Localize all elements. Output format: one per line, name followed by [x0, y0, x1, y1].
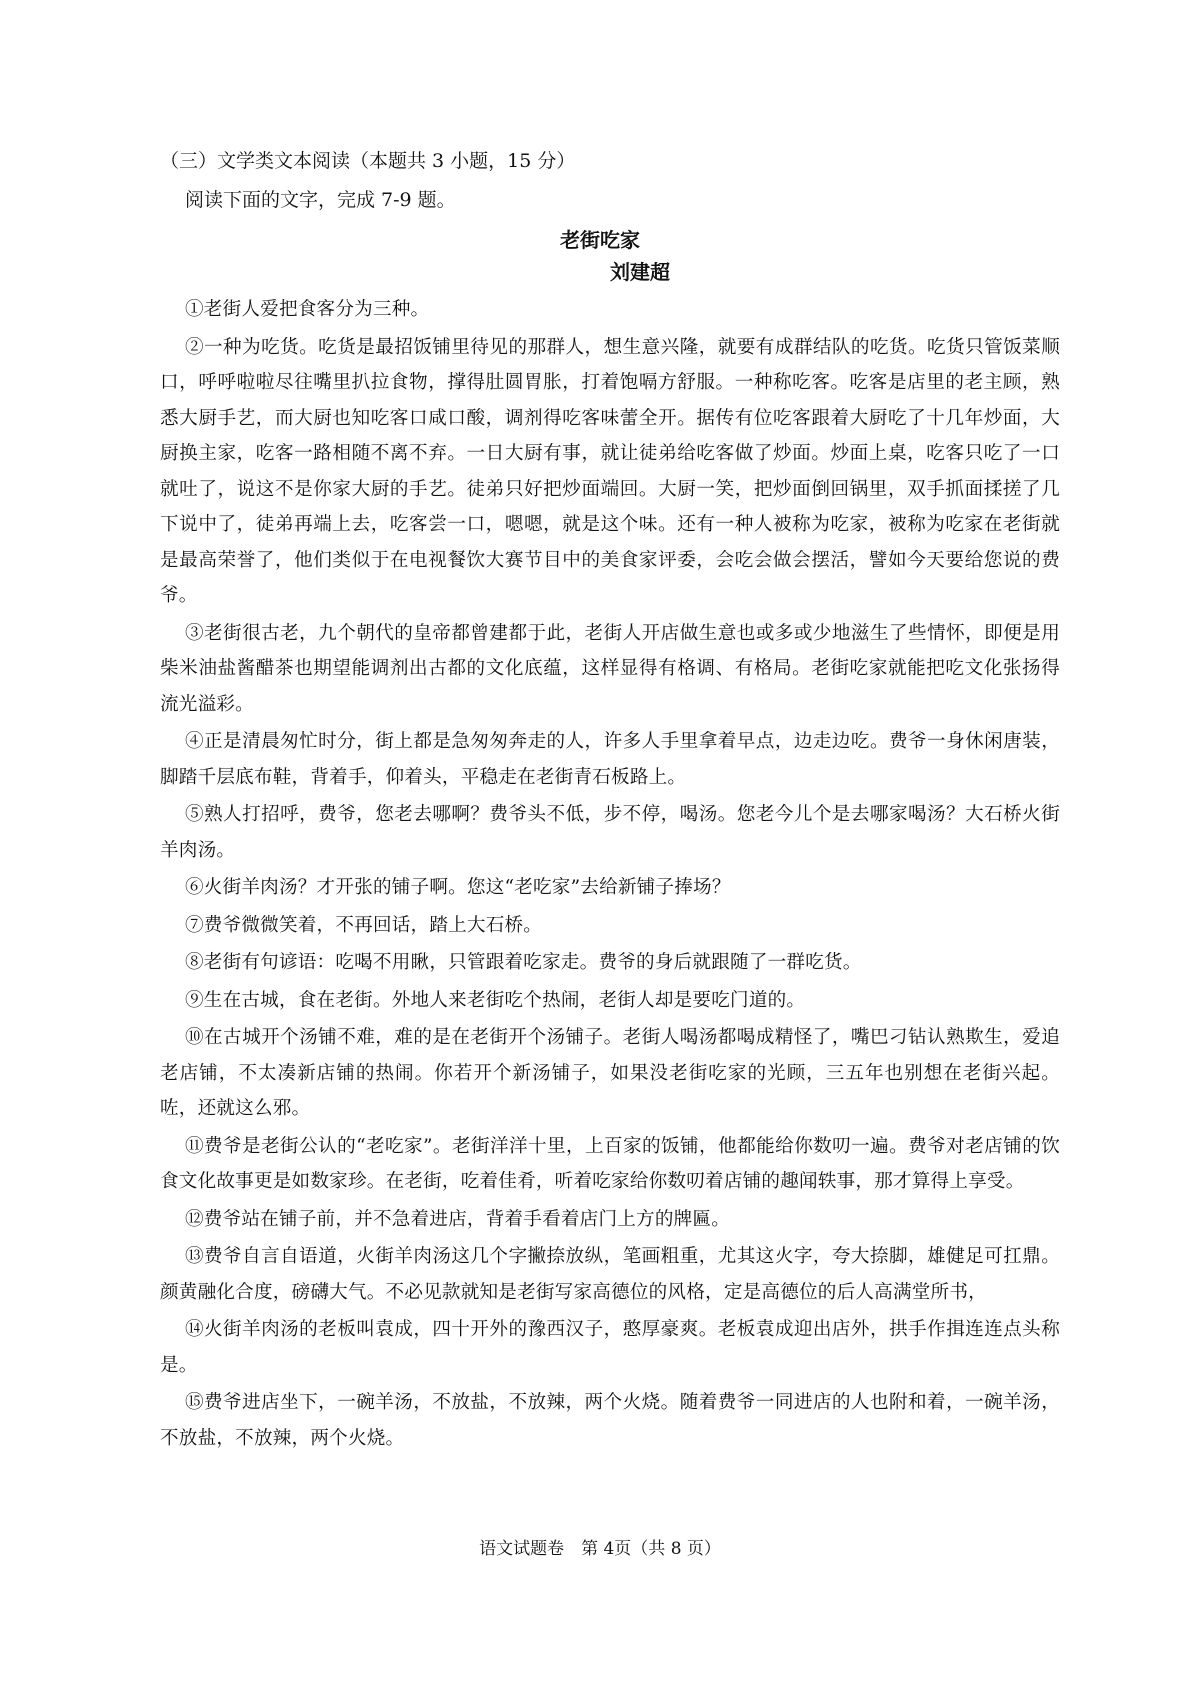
- paragraph: ⑦费爷微微笑着，不再回话，踏上大石桥。: [185, 914, 543, 936]
- paragraph: ⑤熟人打招呼，费爷，您老去哪啊？费爷头不低，步不停，喝汤。您老今儿个是去哪家喝汤？大石桥火街羊肉汤。: [160, 804, 1060, 861]
- paragraph: ④正是清晨匆忙时分，街上都是急匆匆奔走的人，许多人手里拿着早点，边走边吃。费爷一身休闲唐装，脚踏千层底布鞋，背着手，仰着头，平稳走在老街青石板路上。: [160, 731, 1060, 788]
- paragraph: ⑭火街羊肉汤的老板叫袁成，四十开外的豫西汉子，憨厚豪爽。老板袁成迎出店外，拱手作揖连连点头称是。: [160, 1319, 1060, 1376]
- paragraph: ⑬费爷自言自语道，火街羊肉汤这几个字撇捺放纵，笔画粗重，尤其这火字，夸大捺脚，雄健足可扛鼎。颜黄融化合度，磅礴大气。不必见款就知是老街写家高德位的风格，定是高德位的后人高满堂所书，: [160, 1246, 1060, 1303]
- paragraph: ⑧老街有句谚语：吃喝不用瞅，只管跟着吃家走。费爷的身后就跟随了一群吃货。: [185, 952, 862, 973]
- paragraph: ②一种为吃货。吃货是最招饭铺里待见的那群人，想生意兴隆，就要有成群结队的吃货。吃货只管饭菜顺口，呼呼啦啦尽往嘴里扒拉食物，撑得肚圆胃胀，打着饱嗝方舒服。一种称吃客。吃客是店里的老主顾，熟悉大厨手艺，而大厨也知吃客口咸口酸，调剂得吃客味蕾全开。据传有位吃客跟着大厨吃了十几年炒面，大厨换主家，吃客一路相随不离不弃。一日大厨有事，就让徒弟给吃客做了炒面。炒面上桌，吃客只吃了一口就吐了，说这不是你家大厨的手艺。徒弟只好把炒面端回。大厨一笑，把炒面倒回锅里，双手抓面揉搓了几下说中了，徒弟再端上去，吃客尝一口，嗯嗯，就是这个味。还有一种人被称为吃家，被称为吃家在老街就是最高荣誉了，他们类似于在电视餐饮大赛节目中的美食家评委，会吃会做会摆活，譬如今天要给您说的费爷。: [160, 336, 1060, 606]
- paragraph: ⑥火街羊肉汤？才开张的铺子啊。您这“老吃家”去给新铺子捧场？: [185, 877, 731, 898]
- section-heading: （三）文学类文本阅读（本题共 3 小题，15 分）: [160, 150, 576, 172]
- page-footer: 语文试题卷 第 4页（共 8 页）: [479, 1539, 721, 1559]
- paragraph: ⑮费爷进店坐下，一碗羊汤，不放盐，不放辣，两个火烧。随着费爷一同进店的人也附和着，一碗羊汤，不放盐，不放辣，两个火烧。: [160, 1392, 1060, 1449]
- article-title: 老街吃家: [560, 228, 640, 252]
- paragraph: ③老街很古老，九个朝代的皇帝都曾建都于此，老街人开店做生意也或多或少地滋生了些情怀，即便是用柴米油盐酱醋茶也期望能调剂出古都的文化底蕴，这样显得有格调、有格局。老街吃家就能把吃文化张扬得流光溢彩。: [160, 622, 1060, 715]
- paragraph: ①老街人爱把食客分为三种。: [185, 299, 430, 320]
- paragraph: ⑨生在古城，食在老街。外地人来老街吃个热闹，老街人却是要吃门道的。: [185, 989, 806, 1011]
- article-body: [160, 292, 1060, 1458]
- paragraph: ⑪费爷是老街公认的“老吃家”。老街洋洋十里，上百家的饭铺，他都能给你数叨一遍。费爷对老店铺的饮食文化故事更是如数家珍。在老街，吃着佳肴，听着吃家给你数叨着店铺的趣闻轶事，那才算得上享受。: [160, 1135, 1060, 1192]
- article-author: 刘建超: [610, 260, 670, 284]
- paragraph: ⑩在古城开个汤铺不难，难的是在老街开个汤铺子。老街人喝汤都喝成精怪了，嘴巴刁钻认熟欺生，爱追老店铺，不太凑新店铺的热闹。你若开个新汤铺子，如果没老街吃家的光顾，三五年也别想在老街兴起。咗，还就这么邪。: [160, 1027, 1060, 1119]
- paragraph: ⑫费爷站在铺子前，并不急着进店，背着手看着店门上方的牌匾。: [185, 1208, 731, 1230]
- reading-instruction: 阅读下面的文字，完成 7-9 题。: [185, 189, 456, 211]
